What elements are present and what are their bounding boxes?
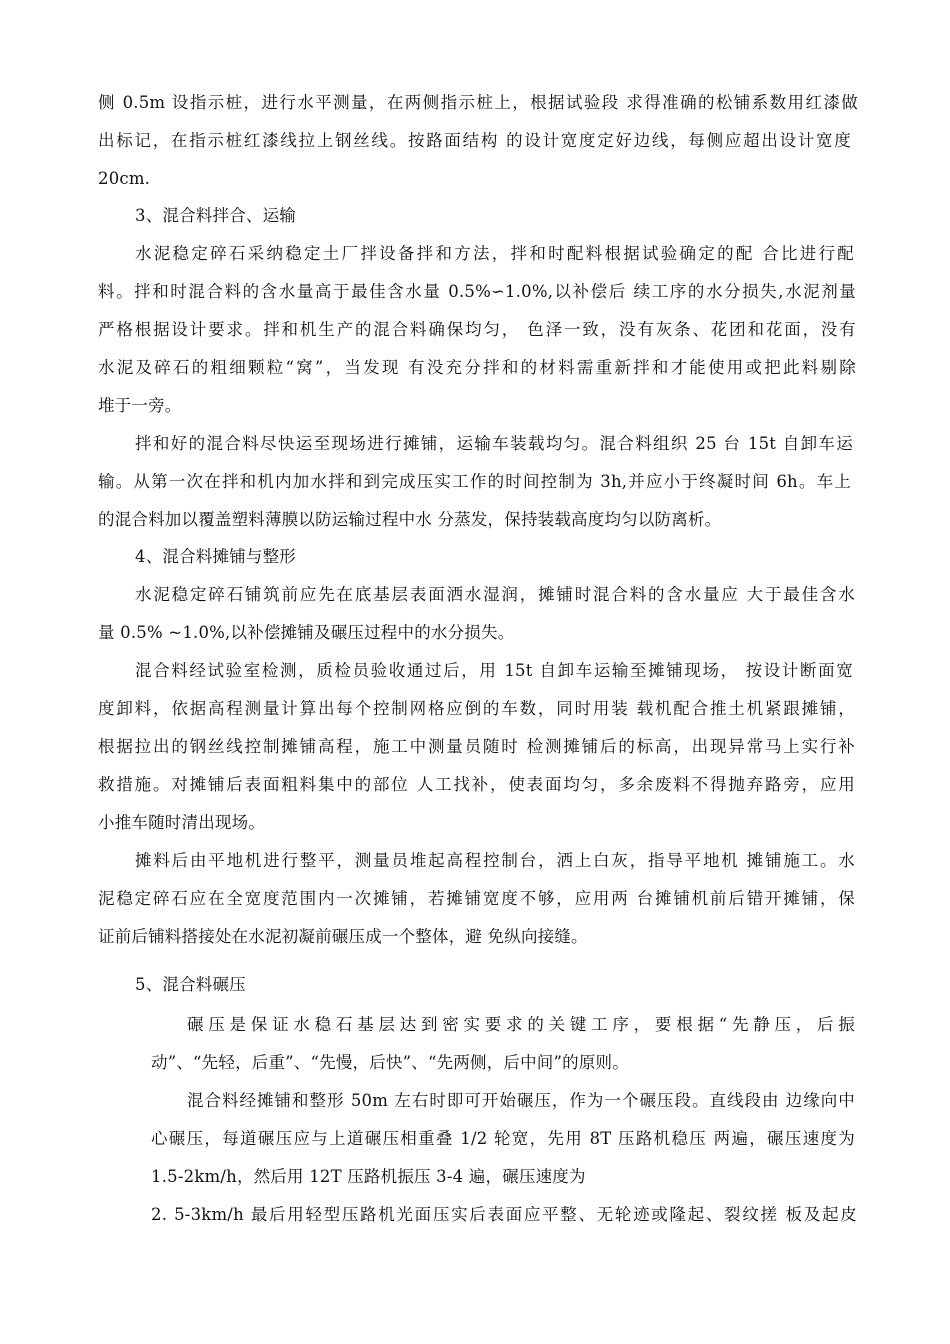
text-line: 动”、“先轻，后重”、“先慢，后快”、“先两侧，后中间”的原则。 — [151, 1053, 629, 1072]
text-line: 救措施。对摊铺后表面粗料集中的部位 人工找补，使表面均匀，多余废料不得抛弃路旁，应用 — [98, 775, 855, 794]
text-line: 1.5-2km/h，然后用 12T 压路机振压 3-4 遍，碾压速度为 — [151, 1167, 586, 1186]
text-line: 量 0.5% ~1.0%,以补偿摊铺及碾压过程中的水分损失。 — [98, 623, 515, 642]
section-heading: 4、混合料摊铺与整形 — [135, 547, 296, 566]
text-line: 出标记，在指示桩红漆线拉上钢丝线。按路面结构 的设计宽度定好边线，每侧应超出设计宽度 — [98, 131, 851, 150]
text-line: 侧 0.5m 设指示桩，进行水平测量，在两侧指示桩上，根据试验段 求得准确的松铺系数用红漆做 — [98, 93, 858, 112]
text-line: 摊料后由平地机进行整平，测量员堆起高程控制台，洒上白灰，指导平地机 摊铺施工。水 — [135, 851, 855, 870]
text-line: 的混合料加以覆盖塑料薄膜以防运输过程中水 分蒸发，保持装载高度均匀以防离析。 — [98, 510, 722, 529]
text-line: 20cm. — [98, 169, 151, 188]
text-line: 混合料经摊铺和整形 50m 左右时即可开始碾压，作为一个碾压段。直线段由 边缘向中 — [187, 1091, 855, 1110]
text-line: 度卸料，依据高程测量计算出每个控制网格应倒的车数，同时用装 载机配合推土机紧跟摊铺， — [98, 699, 855, 718]
text-line: 泥稳定碎石应在全宽度范围内一次摊铺，若摊铺宽度不够，应用两 台摊铺机前后错开摊铺，保 — [98, 889, 855, 908]
text-line: 拌和好的混合料尽快运至现场进行摊铺，运输车装载均匀。混合料组织 25 台 15t 自卸车运 — [135, 434, 853, 453]
section-heading: 5、混合料碾压 — [135, 975, 246, 994]
text-line: 2. 5-3km/h 最后用轻型压路机光面压实后表面应平整、无轮迹或隆起、裂纹搓 板及起皮 — [151, 1205, 857, 1224]
text-line: 根据拉出的钢丝线控制摊铺高程，施工中测量员随时 检测摊铺后的标高，出现异常马上实行补 — [98, 737, 855, 756]
text-line: 水泥稳定碎石采纳稳定土厂拌设备拌和方法，拌和时配料根据试验确定的配 合比进行配 — [135, 244, 854, 263]
text-line: 碾压是保证水稳石基层达到密实要求的关键工序，要根据“先静压，后振 — [187, 1015, 855, 1034]
text-line: 料。拌和时混合料的含水量高于最佳含水量 0.5%∽1.0%,以补偿后 续工序的水分损失,水泥剂量 — [98, 282, 856, 301]
text-line: 水泥稳定碎石铺筑前应先在底基层表面洒水湿润，摊铺时混合料的含水量应 大于最佳含水 — [135, 585, 855, 604]
text-line: 输。从第一次在拌和机内加水拌和到完成压实工作的时间控制为 3h,并应小于终凝时间 6h。车上 — [98, 472, 851, 491]
text-line: 混合料经试验室检测，质检员验收通过后，用 15t 自卸车运输至摊铺现场， 按设计断面宽 — [135, 661, 853, 680]
section-heading: 3、混合料拌合、运输 — [135, 206, 296, 225]
text-line: 心碾压，每道碾压应与上道碾压相重叠 1/2 轮宽，先用 8T 压路机稳压 两遍，碾压速度为 — [151, 1129, 855, 1148]
text-line: 水泥及碎石的粗细颗粒“窝”，当发现 有没充分拌和的材料需重新拌和才能使用或把此料剔除 — [98, 358, 856, 377]
text-line: 堆于一旁。 — [98, 396, 182, 415]
text-line: 严格根据设计要求。拌和机生产的混合料确保均匀， 色泽一致，没有灰条、花团和花面，没有 — [98, 320, 856, 339]
text-line: 证前后铺料搭接处在水泥初凝前碾压成一个整体，避 免纵向接缝。 — [98, 927, 588, 946]
text-line: 小推车随时清出现场。 — [98, 813, 265, 832]
